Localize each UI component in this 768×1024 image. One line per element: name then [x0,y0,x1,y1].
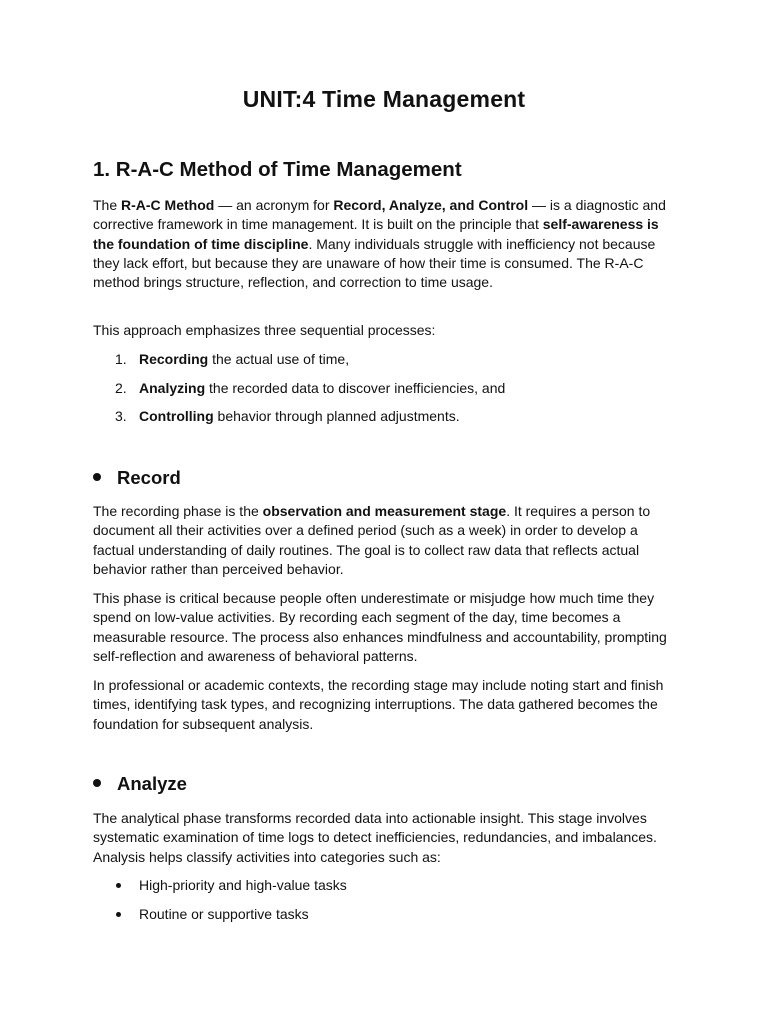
record-p3-block [93,676,679,734]
step-number: 3. [115,408,127,425]
intro-bold-2: Record, Analyze, and Control [333,197,529,213]
record-p1-text-2: . It requires a person to document all their activities over a defined period (such as a week) in order to develop a factual understanding of daily routines. The goal is to collect raw data that reflects actual behavior rather than perceived behavior. [93,503,651,577]
record-paragraph-1 [93,502,679,579]
list-item [93,350,679,379]
analyze-heading [93,773,187,795]
record-p2-block [93,589,679,666]
list-item [93,876,679,905]
analyze-p1-block [93,809,679,867]
step-bold: Recording [139,351,209,367]
record-p1-text-1: The recording phase is the [93,503,263,519]
intro-text-3: — is a diagnostic and corrective framework in time management. It is built on the principle that [93,197,666,233]
step-number: 1. [115,351,127,367]
steps-list [93,350,679,436]
record-heading [93,467,181,489]
step-bold: Analyzing [139,379,206,396]
step-text: the actual use of time, [208,351,350,367]
record-heading-text: Record [117,467,181,488]
step-text: behavior through planned adjustments. [213,408,460,425]
list-item [93,379,679,408]
intro-text-1: The [93,197,122,213]
bullet-icon [93,779,101,787]
bullet-icon [116,883,121,888]
intro-bold-3: self-awareness is the foundation of time discipline [93,216,659,252]
intro-paragraph [93,196,679,292]
bullet-icon [116,912,121,917]
intro-bold-1: R-A-C Method [121,197,215,213]
step-bold: Controlling [139,408,214,425]
list-item [93,905,679,934]
section-intro [93,196,679,292]
record-p1-block [93,502,679,579]
list-item [93,407,679,436]
document-title: UNIT:4 Time Management [242,86,526,112]
step-number: 2. [115,379,127,396]
analyze-list-block [93,876,679,934]
list-item-text: Routine or supportive tasks [139,905,309,922]
steps-list-block [93,350,679,436]
analyze-category-list [93,876,679,934]
record-paragraph-3: In professional or academic contexts, the recording stage may include noting start and finish times, identifying task types, and recognizing interruptions. The data gathered becomes the foundation for subsequent analysis. [93,677,664,732]
approach-paragraph: This approach emphasizes three sequential processes: [93,322,436,338]
list-item-text: High-priority and high-value tasks [139,877,347,893]
analyze-heading-text: Analyze [117,773,187,794]
section-heading-rac: 1. R-A-C Method of Time Management [93,158,462,181]
bullet-icon [93,473,101,481]
intro-text-4: . Many individuals struggle with inefficiency not because they lack effort, but because they are unaware of how their time is consumed. The R-A-C method brings structure, reflection, and correction to time usage. [93,235,656,291]
intro-text-2: — an acronym for [214,197,334,213]
step-text: the recorded data to discover inefficiencies, and [205,379,506,396]
approach-paragraph-block [93,321,679,340]
analyze-paragraph-1: The analytical phase transforms recorded data into actionable insight. This stage involves systematic examination of time logs to detect inefficiencies, redundancies, and imbalances. Analysis helps classify activities into categories such as: [93,810,657,865]
record-paragraph-2: This phase is critical because people often underestimate or misjudge how much time they spend on low-value activities. By recording each segment of the day, time becomes a measurable resource. The process also enhances mindfulness and accountability, prompting self-reflection and awareness of behavioral patterns. [93,590,667,664]
record-p1-bold: observation and measurement stage [262,503,507,519]
